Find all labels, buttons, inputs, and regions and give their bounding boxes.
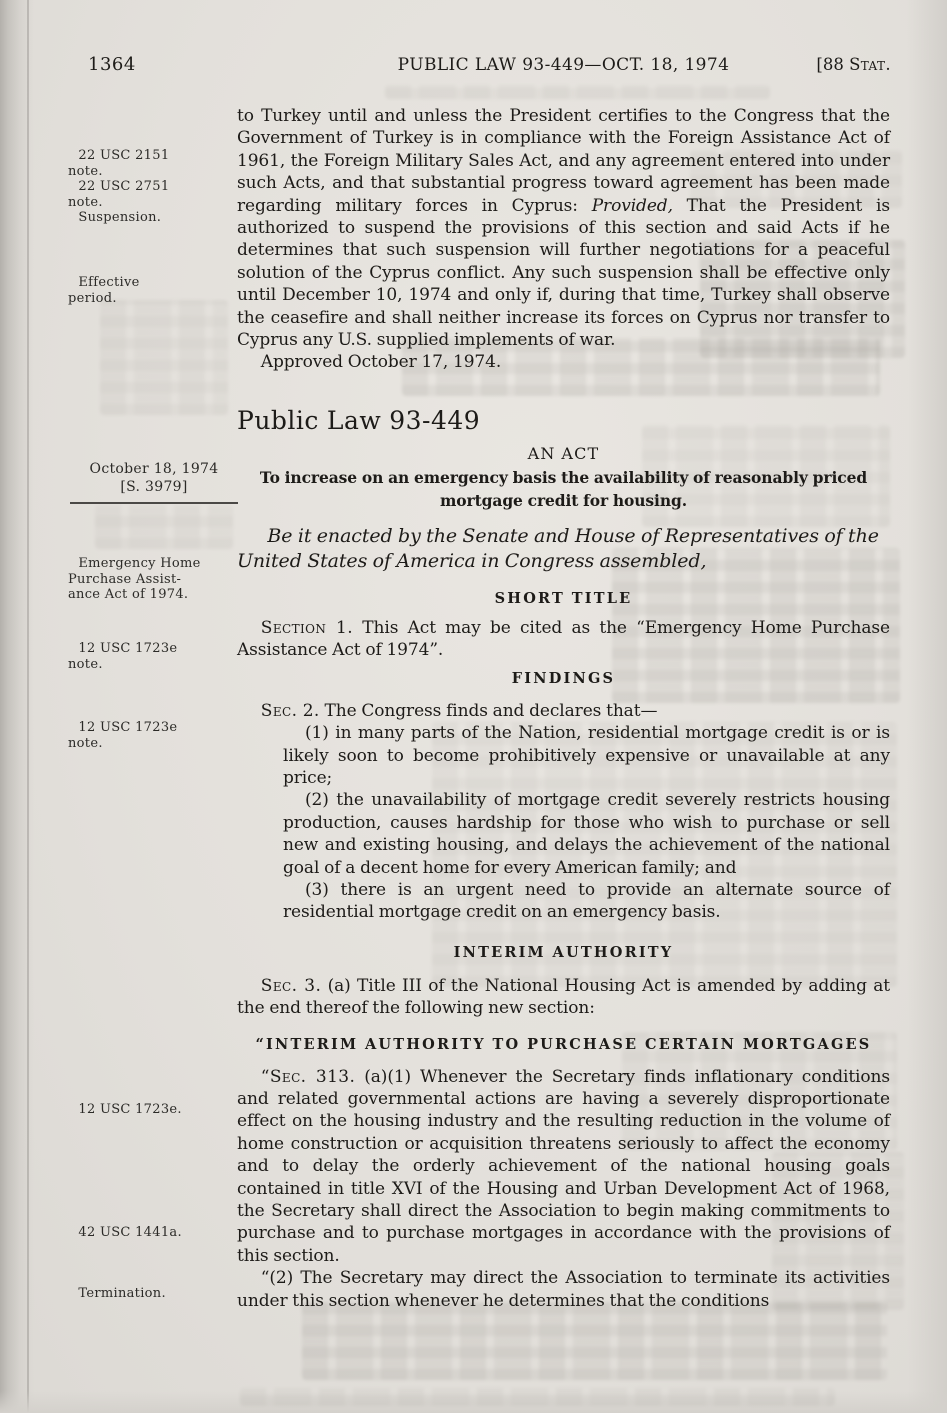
bleedthrough-smudge xyxy=(385,85,770,99)
short-title-heading xyxy=(237,590,890,608)
text-segment: “(2) The Secretary may direct the Association to terminate its activities under this section whenever he determines that the conditions xyxy=(237,1268,890,1311)
text-segment: (3) there is an urgent need to provide an alternate source of residential mortgage credit on an emergency basis. xyxy=(283,879,890,923)
margin-note-line: [S. 3979] xyxy=(120,479,188,495)
header-law-title: PUBLIC LAW 93-449—OCT. 18, 1974 xyxy=(397,55,730,75)
interim-authority-heading xyxy=(237,944,890,962)
finding-3 xyxy=(237,879,890,924)
margin-note-line: 42 USC 1441a. xyxy=(78,1225,182,1240)
new-section-heading xyxy=(237,1036,890,1054)
sec-313-2-paragraph xyxy=(237,1267,890,1312)
stat-word: Stat. xyxy=(849,55,891,74)
text-segment: “Sec. 313. xyxy=(260,1066,356,1087)
text-segment: That the President is authorized to suspend the provisions of this section and said Acts if he determines that such suspension will further negotiations for a peaceful solution of the Cyprus conflict. Any such suspension shall be effective only until December 10, 1974 and only if, during that time, Turkey shall observe the ceasefire and shall neither increase its forces on Cyprus nor transfer to Cyprus any U.S. supplied implements of war. xyxy=(237,195,891,351)
text-segment: “INTERIM AUTHORITY TO PURCHASE CERTAIN MORTGAGES xyxy=(255,1035,872,1053)
sec-2-lead xyxy=(237,700,890,722)
margin-note-line: 22 USC 2751 xyxy=(78,179,170,194)
margin-note-act-name xyxy=(68,556,232,603)
stat-number: [88 xyxy=(816,55,844,74)
text-segment: AN ACT xyxy=(527,443,600,463)
margin-note-usc-2151 xyxy=(68,148,232,179)
scan-right-edge xyxy=(907,0,947,1413)
margin-note-line: note. xyxy=(68,194,103,210)
bleedthrough-smudge xyxy=(302,1302,887,1380)
text-segment: Approved October 17, 1974. xyxy=(260,352,502,373)
text-segment: To increase on an emergency basis the availability of reasonably priced mortgage credit for housing. xyxy=(259,467,868,510)
text-segment: (a) Title III of the National Housing Act is amended by adding at the end thereof the following new section: xyxy=(237,975,890,1019)
margin-note-line: Effective xyxy=(78,275,140,290)
public-law-number xyxy=(237,406,890,436)
stat-volume-reference xyxy=(816,55,891,74)
approved-line xyxy=(237,351,890,373)
document-body xyxy=(237,105,890,1312)
text-segment: This Act may be cited as the “Emergency Home Purchase Assistance Act of 1974”. xyxy=(237,617,890,661)
page-number: 1364 xyxy=(88,54,136,75)
margin-note-line: ance Act of 1974. xyxy=(68,587,189,602)
margin-note-line: note. xyxy=(68,735,103,751)
margin-note-line: 22 USC 2151 xyxy=(78,148,170,163)
turkey-suspension-paragraph xyxy=(237,105,890,351)
finding-2 xyxy=(237,789,890,879)
margin-note-line: Purchase Assist- xyxy=(68,571,182,587)
text-segment: to Turkey until and unless the President certifies to the Congress that the Government of Turkey is in compliance with the Foreign Assistance Act of 1961, the Foreign Military Sales Act, and any agreement entered into under such Acts, and that substantial progress toward agreement has been made regarding military forces in Cyprus: xyxy=(237,106,890,216)
sec-3-paragraph xyxy=(237,975,890,1020)
margin-notes xyxy=(0,0,232,1413)
margin-note-line: note. xyxy=(68,163,103,179)
margin-note-line: Emergency Home xyxy=(78,556,201,571)
margin-note-line: 12 USC 1723e xyxy=(78,720,178,735)
margin-note-usc-1723e-note-2 xyxy=(68,720,232,751)
margin-note-usc-1723e-note-1 xyxy=(68,641,232,672)
text-segment: (2) the unavailability of mortgage credit severely restricts housing production, causes hardship for those who wish to purchase or sell new and existing housing, and delays the achievement of the national goal of a decent home for every American family; and xyxy=(283,790,890,878)
margin-note-date-citation xyxy=(70,460,238,504)
text-segment: FINDINGS xyxy=(511,669,616,687)
margin-note-usc-2751 xyxy=(68,179,232,210)
margin-note-line: 12 USC 1723e. xyxy=(78,1102,182,1117)
finding-1 xyxy=(237,722,890,789)
margin-note-line: period. xyxy=(68,290,117,306)
margin-note-line: note. xyxy=(68,656,103,672)
margin-note-line: 12 USC 1723e xyxy=(78,641,178,656)
margin-note-line: October 18, 1974 xyxy=(89,461,219,477)
bleedthrough-smudge xyxy=(240,1388,835,1406)
text-segment: INTERIM AUTHORITY xyxy=(453,943,674,961)
act-subject xyxy=(237,466,890,512)
margin-note-suspension xyxy=(68,210,232,226)
text-segment: SHORT TITLE xyxy=(494,589,633,607)
margin-note-termination xyxy=(68,1286,232,1302)
text-segment: (a)(1) Whenever the Secretary finds inflationary conditions and related governmental actions are having a severely disproportionate effect on the housing industry and the resulting reduction in the volume of home construction or acquisition threatens seriously to affect the economy and to delay the orderly achievement of the national housing goals contained in title XVI of the Housing and Urban Development Act of 1968, the Secretary shall direct the Association to begin making commitments to purchase and to purchase mortgages in accordance with the provisions of this section. xyxy=(237,1066,890,1266)
margin-note-line: Suspension. xyxy=(78,210,162,225)
text-segment: Sec. 2. xyxy=(260,700,320,721)
text-segment: Section 1. xyxy=(260,617,354,638)
text-segment: Provided, xyxy=(591,195,673,216)
text-segment: Public Law 93-449 xyxy=(237,405,481,435)
text-segment: The Congress finds and declares that— xyxy=(319,700,658,721)
text-segment: (1) in many parts of the Nation, residential mortgage credit is or is likely soon to become prohibitively expensive or unavailable at any price; xyxy=(283,723,890,788)
an-act-heading xyxy=(237,444,890,464)
margin-note-line: Termination. xyxy=(78,1286,166,1301)
findings-heading xyxy=(237,670,890,688)
text-segment: Sec. 3. xyxy=(260,975,322,996)
margin-note-effective-period xyxy=(68,275,232,306)
text-segment: Be it enacted by the Senate and House of Representatives of the United States of America in Congress assembled, xyxy=(237,524,879,572)
sec-313-paragraph xyxy=(237,1066,890,1268)
margin-note-usc-1441a xyxy=(68,1225,232,1241)
margin-note-usc-1723e xyxy=(68,1102,232,1118)
section-1-paragraph xyxy=(237,617,890,662)
enacting-clause xyxy=(237,524,890,574)
